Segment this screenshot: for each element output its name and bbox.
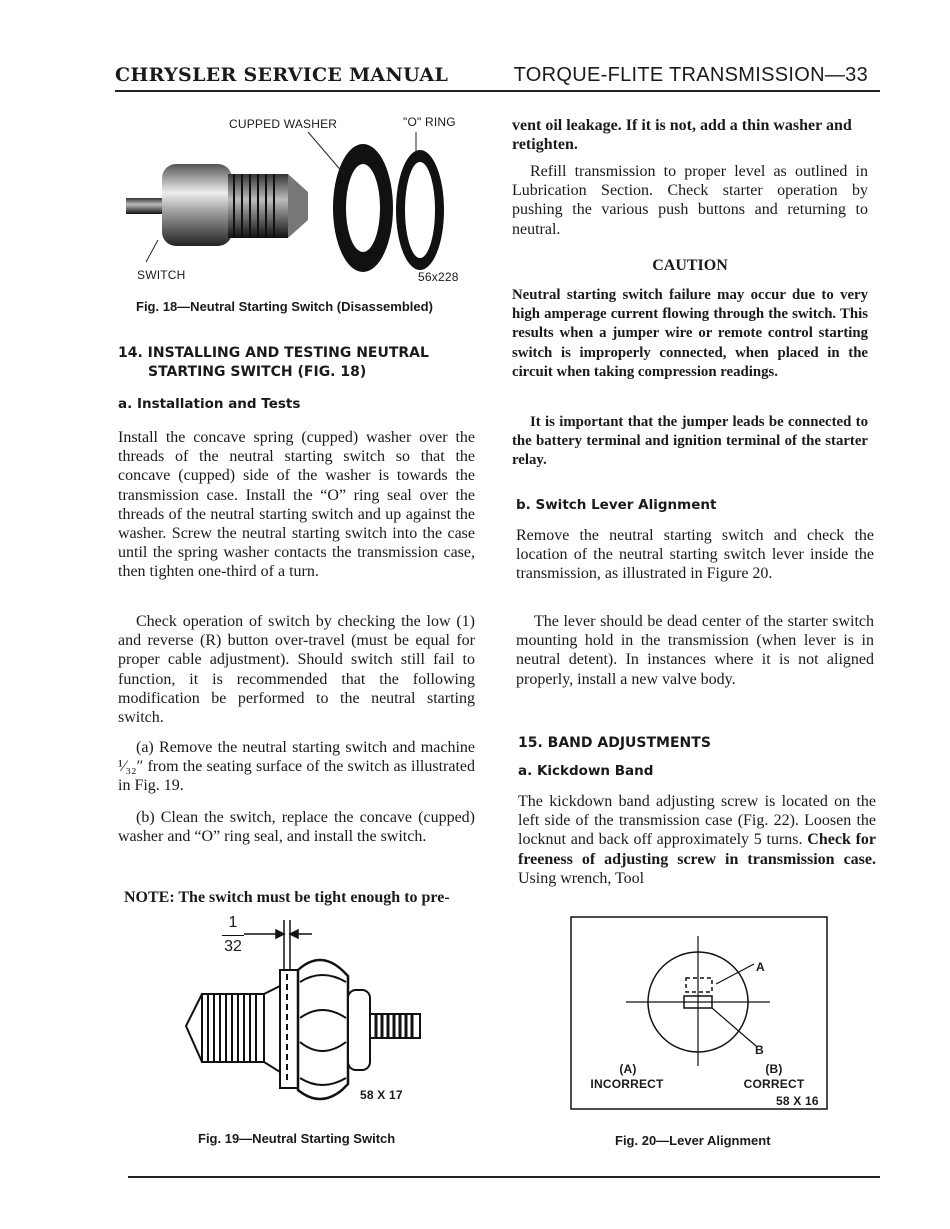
hex-nut-icon xyxy=(298,960,348,1099)
section15-heading: 15. BAND ADJUSTMENTS xyxy=(518,735,711,751)
fig18-caption: Fig. 18—Neutral Starting Switch (Disassembled) xyxy=(136,299,433,314)
fig20-code: 58 X 16 xyxy=(776,1094,819,1108)
fig19-fraction-denominator: 32 xyxy=(224,938,242,955)
fig20-correct-label: CORRECT xyxy=(743,1077,805,1091)
fig19-caption: Fig. 19—Neutral Starting Switch xyxy=(198,1131,396,1146)
section14-paragraph-4: (b) Clean the switch, replace the concave (cupped) washer and “O” ring seal, and install the switch. xyxy=(118,809,475,846)
switch-threaded-body-icon xyxy=(186,986,280,1072)
label-cupped-washer: CUPPED WASHER xyxy=(229,117,338,131)
fig20-incorrect-letter: (A) xyxy=(619,1062,637,1076)
fig20-correct-letter: (B) xyxy=(765,1062,783,1076)
fig19-fraction-bar xyxy=(222,935,244,936)
kickdown-text-end: Using wrench, Tool xyxy=(518,869,645,887)
note-continuation: vent oil leakage. If it is not, add a thin washer and retighten. xyxy=(512,117,852,154)
refill-paragraph: Refill transmission to proper level as outlined in Lubrication Section. Check starter operation by pushing the various push buttons and returning to neutral. xyxy=(512,163,868,238)
header-manual-title: CHRYSLER SERVICE MANUAL xyxy=(115,64,449,86)
fig18-illustration xyxy=(118,112,478,292)
switch-threads-icon xyxy=(228,174,308,238)
header-section-page: TORQUE-FLITE TRANSMISSION—33 xyxy=(513,64,868,86)
caution-text: Neutral starting switch failure may occur due to very high amperage current flowing through the switch. This results when a jumper wire or remote control starting switch is improperly connected, when placed in the circuit when taking compression readings. xyxy=(512,287,868,380)
section14-subheading-b: b. Switch Lever Alignment xyxy=(516,497,717,513)
lever-alignment-paragraph-1: Remove the neutral starting switch and check the location of the neutral starting switch lever inside the transmission, as illustrated in Figure 20. xyxy=(516,527,874,583)
terminal-stud-icon xyxy=(370,1014,420,1038)
fig19-fraction-numerator: 1 xyxy=(228,914,238,931)
fig18-code: 56x228 xyxy=(418,270,459,284)
footer-rule xyxy=(128,1176,880,1178)
section14-paragraph-2: Check operation of switch by checking the low (1) and reverse (R) button over-travel (must be equal for proper cable adjustment). Should switch still fail to function, it is recommended that the following modification be performed to the neutral starting switch. xyxy=(118,613,475,727)
header-rule xyxy=(115,90,880,92)
kickdown-text-start: The kickdown band adjusting screw is located on the left side of the transmission case (Fig. 22). Loosen the locknut and back off approximately 5 turns. xyxy=(518,793,876,849)
section14-paragraph-1: Install the concave spring (cupped) washer over the threads of the neutral starting switch so that the concave (cupped) side of the washer is towards the transmission case. Install the “O” ring seal over the threads of the neutral starting switch and up against the washer. Screw the neutral starting switch into the case until the spring washer contacts the transmission case, then tighten one-third of a turn. xyxy=(118,429,475,581)
section15-subheading-a: a. Kickdown Band xyxy=(518,763,654,779)
kickdown-text-bold: Check for freeness of adjusting screw in transmission case. xyxy=(518,831,877,868)
important-note: It is important that the jumper leads be connected to the battery terminal and ignition terminal of the starter relay. xyxy=(512,414,868,469)
section14-paragraph-3: (a) Remove the neutral starting switch and machine ¹⁄₃₂″ from the seating surface of the switch as illustrated in Fig. 19. xyxy=(118,739,475,795)
switch-shoulder-icon xyxy=(348,990,370,1070)
section14-heading-line1: 14. INSTALLING AND TESTING NEUTRAL xyxy=(118,345,429,361)
fig20-label-b: B xyxy=(755,1043,764,1057)
fig20-caption: Fig. 20—Lever Alignment xyxy=(615,1133,771,1148)
label-switch: SWITCH xyxy=(137,268,186,282)
fig19-code: 58 X 17 xyxy=(360,1088,403,1102)
switch-collar-icon xyxy=(280,970,298,1088)
caution-title: CAUTION xyxy=(652,257,728,274)
switch-body-icon xyxy=(162,164,232,246)
section14-heading-line2: STARTING SWITCH (FIG. 18) xyxy=(148,364,367,380)
section14-subheading-a: a. Installation and Tests xyxy=(118,396,301,412)
lever-alignment-paragraph-2: The lever should be dead center of the starter switch mounting hold in the transmission (when lever is in neutral detent). In instances where it is not aligned properly, install a new valve body. xyxy=(516,613,874,688)
fig20-label-a: A xyxy=(756,960,765,974)
kickdown-band-paragraph xyxy=(518,792,876,888)
dimension-arrows-icon xyxy=(244,920,312,970)
label-o-ring: "O" RING xyxy=(403,115,456,129)
switch-stud-icon xyxy=(126,198,166,214)
section14-note: NOTE: The switch must be tight enough to pre- xyxy=(124,889,450,906)
fig20-incorrect-label: INCORRECT xyxy=(590,1077,664,1091)
